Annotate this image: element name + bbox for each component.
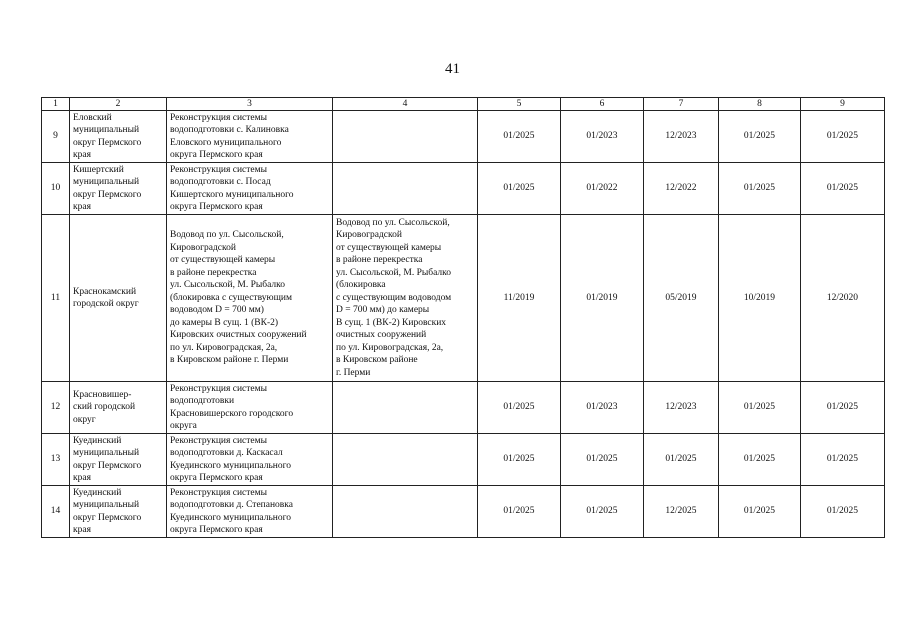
object-cell-line: Реконструкция системы: [170, 487, 268, 498]
page-number: 41: [445, 61, 460, 77]
municipality-cell-line: Краснокамский: [73, 286, 137, 297]
object-cell-line: Кировоградской: [170, 242, 236, 253]
object-cell: [167, 111, 333, 163]
date-cell-6: 01/2022: [561, 163, 644, 215]
table-row: [42, 163, 885, 215]
date-cell-6: 01/2019: [561, 215, 644, 382]
date-cell-6: 01/2023: [561, 382, 644, 434]
municipality-cell-line: округ Пермского: [73, 460, 142, 471]
object-cell-line: Кишертского муниципального: [170, 189, 294, 200]
date-cell-9: 01/2025: [801, 382, 885, 434]
municipality-cell: [70, 486, 167, 538]
municipality-cell-line: Кишертский: [73, 164, 124, 175]
notes-cell-line: (блокировка: [336, 280, 386, 291]
municipality-cell: [70, 215, 167, 382]
notes-cell: [333, 382, 478, 434]
date-cell-8: 01/2025: [719, 111, 801, 163]
object-cell-line: водоподготовки д. Степановка: [170, 500, 293, 510]
notes-cell-line: по ул. Кировоградская, 2а,: [336, 342, 444, 353]
table-row: [42, 486, 885, 538]
date-cell-6: 01/2025: [561, 434, 644, 486]
municipality-cell-line: округ Пермского: [73, 137, 142, 148]
date-cell-7: 05/2019: [644, 215, 719, 382]
header-cell-3: 3: [167, 98, 333, 111]
object-cell-line: (блокировка с существующим: [170, 292, 292, 303]
date-cell-8: 01/2025: [719, 382, 801, 434]
notes-cell-line: с существующим водоводом: [336, 292, 452, 303]
municipality-cell-line: муниципальный: [73, 500, 140, 510]
object-cell: [167, 434, 333, 486]
object-cell-line: Реконструкция системы: [170, 435, 268, 446]
date-cell-7: 01/2025: [644, 434, 719, 486]
object-cell-line: ул. Сысольской, М. Рыбалко: [170, 280, 286, 291]
header-cell-7: 7: [644, 98, 719, 111]
municipality-cell-line: края: [73, 473, 91, 483]
row-number: 13: [42, 434, 70, 486]
object-cell-line: от существующей камеры: [170, 255, 276, 266]
object-cell-line: Кировских очистных сооружений: [170, 330, 307, 341]
object-cell-line: Куединского муниципального: [170, 512, 292, 523]
object-cell-line: округа Пермского края: [170, 150, 263, 160]
notes-cell-line: г. Перми: [336, 367, 371, 378]
header-cell-8: 8: [719, 98, 801, 111]
municipality-cell: [70, 434, 167, 486]
municipality-cell: [70, 163, 167, 215]
municipality-cell-line: городской округ: [73, 299, 139, 309]
municipality-cell-line: Красновишер-: [73, 389, 132, 400]
object-cell-line: в районе перекрестка: [170, 267, 257, 278]
municipality-cell: [70, 111, 167, 163]
table-row: [42, 111, 885, 163]
object-cell-line: Реконструкция системы: [170, 164, 268, 175]
date-cell-5: 11/2019: [478, 215, 561, 382]
date-cell-9: 01/2025: [801, 111, 885, 163]
object-cell-line: водоводом D = 700 мм): [170, 305, 264, 316]
municipality-cell-line: края: [73, 525, 91, 535]
municipality-cell: [70, 382, 167, 434]
notes-cell-line: В сущ. 1 (ВК-2) Кировских: [336, 317, 447, 328]
municipality-cell-line: края: [73, 202, 91, 212]
date-cell-9: 01/2025: [801, 486, 885, 538]
object-cell-line: Водовод по ул. Сысольской,: [170, 230, 284, 241]
date-cell-8: 01/2025: [719, 163, 801, 215]
table-row: [42, 215, 885, 382]
header-row: [42, 98, 885, 111]
date-cell-6: 01/2023: [561, 111, 644, 163]
header-cell-1: 1: [42, 98, 70, 111]
object-cell-line: водоподготовки с. Калиновка: [170, 125, 289, 135]
row-number: 12: [42, 382, 70, 434]
notes-cell: [333, 163, 478, 215]
municipality-cell-line: края: [73, 150, 91, 160]
municipality-cell-line: Куединский: [73, 435, 122, 446]
row-number: 9: [42, 111, 70, 163]
object-cell-line: в Кировском районе г. Перми: [170, 355, 289, 366]
date-cell-5: 01/2025: [478, 163, 561, 215]
municipality-cell-line: муниципальный: [73, 177, 140, 187]
data-table: [41, 97, 885, 538]
date-cell-7: 12/2025: [644, 486, 719, 538]
object-cell-line: Красновишерского городского: [170, 408, 294, 419]
object-cell-line: Куединского муниципального: [170, 460, 292, 471]
header-cell-5: 5: [478, 98, 561, 111]
object-cell-line: Еловского муниципального: [170, 137, 282, 148]
object-cell-line: водоподготовки д. Каскасал: [170, 448, 283, 458]
notes-cell: [333, 215, 478, 382]
date-cell-7: 12/2023: [644, 382, 719, 434]
municipality-cell-line: Еловский: [73, 112, 112, 123]
object-cell-line: округа Пермского края: [170, 202, 263, 212]
header-cell-4: 4: [333, 98, 478, 111]
municipality-cell-line: ский городской: [73, 402, 136, 413]
object-cell-line: по ул. Кировоградская, 2а,: [170, 342, 278, 353]
notes-cell-line: Водовод по ул. Сысольской,: [336, 217, 450, 228]
object-cell-line: водоподготовки: [170, 396, 235, 406]
row-number: 14: [42, 486, 70, 538]
object-cell: [167, 382, 333, 434]
municipality-cell-line: муниципальный: [73, 125, 140, 135]
row-number: 10: [42, 163, 70, 215]
object-cell: [167, 215, 333, 382]
municipality-cell-line: округ Пермского: [73, 512, 142, 523]
notes-cell-line: в районе перекрестка: [336, 255, 423, 266]
table-row: [42, 434, 885, 486]
date-cell-8: 10/2019: [719, 215, 801, 382]
notes-cell-line: D = 700 мм) до камеры: [336, 305, 430, 316]
notes-cell-line: в Кировском районе: [336, 355, 418, 366]
date-cell-9: 12/2020: [801, 215, 885, 382]
notes-cell: [333, 111, 478, 163]
date-cell-5: 01/2025: [478, 434, 561, 486]
object-cell-line: до камеры В сущ. 1 (ВК-2): [170, 317, 279, 328]
object-cell-line: Реконструкция системы: [170, 383, 268, 394]
header-cell-6: 6: [561, 98, 644, 111]
object-cell-line: округа Пермского края: [170, 473, 263, 483]
date-cell-5: 01/2025: [478, 382, 561, 434]
municipality-cell-line: Куединский: [73, 487, 122, 498]
municipality-cell-line: округ Пермского: [73, 189, 142, 200]
object-cell-line: Реконструкция системы: [170, 112, 268, 123]
date-cell-5: 01/2025: [478, 111, 561, 163]
notes-cell-line: ул. Сысольской, М. Рыбалко: [336, 267, 452, 278]
object-cell: [167, 486, 333, 538]
table-row: [42, 382, 885, 434]
date-cell-7: 12/2023: [644, 111, 719, 163]
municipality-cell-line: округ: [73, 414, 96, 425]
municipality-cell-line: муниципальный: [73, 448, 140, 458]
object-cell-line: округа Пермского края: [170, 525, 263, 535]
notes-cell: [333, 434, 478, 486]
date-cell-9: 01/2025: [801, 434, 885, 486]
header-cell-2: 2: [70, 98, 167, 111]
header-cell-9: 9: [801, 98, 885, 111]
date-cell-7: 12/2022: [644, 163, 719, 215]
object-cell-line: округа: [170, 421, 197, 431]
notes-cell-line: Кировоградской: [336, 230, 402, 241]
object-cell-line: водоподготовки с. Посад: [170, 177, 271, 187]
notes-cell-line: очистных сооружений: [336, 330, 427, 341]
notes-cell-line: от существующей камеры: [336, 242, 442, 253]
date-cell-5: 01/2025: [478, 486, 561, 538]
date-cell-6: 01/2025: [561, 486, 644, 538]
date-cell-8: 01/2025: [719, 434, 801, 486]
notes-cell: [333, 486, 478, 538]
date-cell-8: 01/2025: [719, 486, 801, 538]
row-number: 11: [42, 215, 70, 382]
object-cell: [167, 163, 333, 215]
date-cell-9: 01/2025: [801, 163, 885, 215]
